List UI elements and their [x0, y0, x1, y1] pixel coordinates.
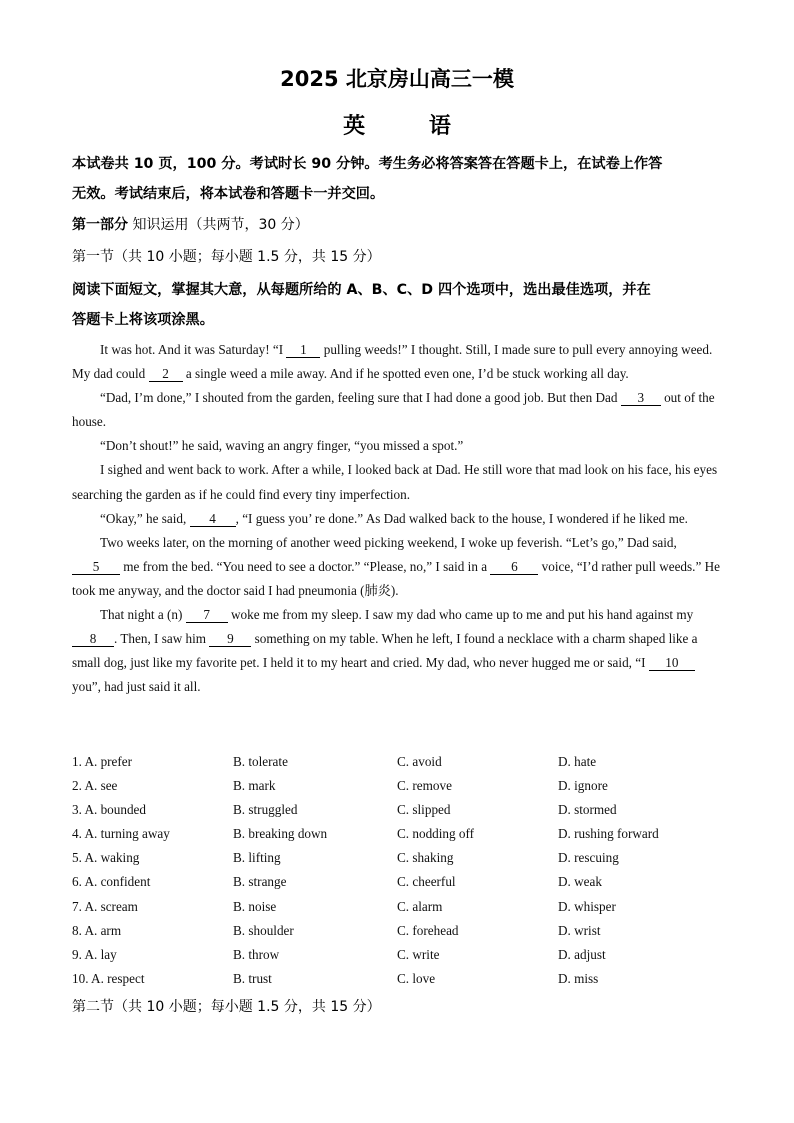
option-d[interactable]: D. rescuing [558, 850, 619, 866]
text-segment: , “I guess you’ re done.” As Dad walked back to the house, I wondered if he liked me. [235, 510, 688, 526]
instructions-line-2: 无效。考试结束后，将本试卷和答题卡一并交回。 [72, 186, 385, 202]
text-segment: Two weeks later, on the morning of another weed picking weekend, I woke up feverish. “Let’s go,” Dad said, [100, 534, 677, 550]
blank-3: 3 [621, 391, 661, 406]
option-row [72, 774, 732, 798]
paragraph-6 [72, 531, 720, 603]
option-row [72, 750, 732, 774]
option-b[interactable]: B. lifting [233, 850, 281, 866]
blank-5: 5 [72, 560, 120, 575]
text-segment: you”, had just said it all. [72, 679, 201, 695]
text-segment: “Okay,” he said, [100, 510, 190, 526]
part1-heading-detail: 知识运用（共两节，30 分） [128, 217, 309, 233]
option-d[interactable]: D. adjust [558, 946, 606, 962]
paragraph-3: “Don’t shout!” he said, waving an angry finger, “you missed a spot.” [100, 438, 464, 454]
text-segment: It was hot. And it was Saturday! “I [100, 342, 287, 357]
blank-1: 1 [286, 343, 320, 358]
blank-6: 6 [490, 560, 538, 575]
option-d[interactable]: D. whisper [558, 898, 616, 914]
option-a[interactable]: 6. A. confident [72, 874, 151, 890]
text-segment: me from the bed. “You need to see a doctor.” “Please, no,” I said in a [120, 558, 491, 574]
option-a[interactable]: 3. A. bounded [72, 802, 146, 818]
option-d[interactable]: D. ignore [558, 778, 608, 794]
option-c[interactable]: C. cheerful [397, 874, 456, 890]
blank-9: 9 [209, 632, 251, 647]
subject-title: 英 语 [343, 114, 479, 139]
option-b[interactable]: B. struggled [233, 802, 298, 818]
option-d[interactable]: D. miss [558, 970, 599, 986]
blank-10: 10 [649, 656, 695, 671]
text-segment: a single weed a mile away. And if he spotted even one, I’d be stuck working all day. [182, 366, 629, 382]
option-a[interactable]: 2. A. see [72, 778, 118, 794]
option-b[interactable]: B. noise [233, 898, 277, 914]
option-a[interactable]: 5. A. waking [72, 850, 140, 866]
option-a[interactable]: 1. A. prefer [72, 754, 133, 769]
option-a[interactable]: 4. A. turning away [72, 826, 170, 842]
option-row [72, 895, 732, 919]
paragraph-2 [72, 386, 720, 434]
option-b[interactable]: B. strange [233, 874, 287, 890]
option-a[interactable]: 10. A. respect [72, 970, 145, 986]
option-row [72, 943, 732, 967]
option-b[interactable]: B. shoulder [233, 922, 294, 938]
text-segment: pulling weeds!” I thought. Still, I made sure to pull every annoying weed. My dad could [72, 342, 713, 382]
option-d[interactable]: D. stormed [558, 802, 617, 818]
paragraph-1 [72, 338, 720, 386]
option-c[interactable]: C. avoid [397, 754, 442, 769]
directions-line-2: 答题卡上将该项涂黑。 [72, 312, 214, 328]
exam-title: 2025 北京房山高三一模 [280, 67, 514, 91]
option-a[interactable]: 9. A. lay [72, 946, 117, 962]
blank-2: 2 [149, 367, 183, 382]
paragraph-7 [72, 603, 720, 699]
option-b[interactable]: B. throw [233, 946, 280, 962]
option-d[interactable]: D. hate [558, 754, 597, 769]
option-b[interactable]: B. mark [233, 778, 276, 794]
section1-heading: 第一节（共 10 小题；每小题 1.5 分，共 15 分） [72, 249, 381, 265]
answer-options [72, 750, 732, 991]
text-segment: voice, “I’d rather pull weeds.” He took me anyway, and the doctor said I had pneumonia (肺炎). [72, 558, 720, 598]
option-a[interactable]: 7. A. scream [72, 898, 138, 914]
option-row [72, 967, 732, 991]
directions-line-1: 阅读下面短文，掌握其大意，从每题所给的 A、B、C、D 四个选项中，选出最佳选项，并在 [72, 282, 651, 298]
option-b[interactable]: B. trust [233, 970, 272, 986]
option-c[interactable]: C. shaking [397, 850, 454, 866]
option-row [72, 870, 732, 894]
text-segment: “Dad, I’m done,” I shouted from the garden, feeling sure that I had done a good job. But then Dad [100, 390, 621, 406]
section1-directions [72, 275, 732, 335]
option-c[interactable]: C. slipped [397, 802, 451, 818]
option-row [72, 846, 732, 870]
option-c[interactable]: C. love [397, 970, 436, 986]
option-c[interactable]: C. alarm [397, 898, 443, 914]
blank-4: 4 [190, 512, 236, 527]
option-row [72, 822, 732, 846]
option-row [72, 919, 732, 943]
part1-heading [72, 213, 309, 237]
text-segment: out of the house. [72, 390, 715, 430]
option-row [72, 798, 732, 822]
paragraph-5 [72, 507, 720, 531]
option-c[interactable]: C. remove [397, 778, 452, 794]
text-segment: woke me from my sleep. I saw my dad who came up to me and put his hand against my [227, 607, 694, 623]
text-segment: That night a (n) [100, 607, 186, 623]
option-c[interactable]: C. nodding off [397, 826, 475, 842]
option-b[interactable]: B. tolerate [233, 754, 288, 769]
option-c[interactable]: C. forehead [397, 922, 459, 938]
section2-heading: 第二节（共 10 小题；每小题 1.5 分，共 15 分） [72, 999, 381, 1015]
paragraph-4: I sighed and went back to work. After a while, I looked back at Dad. He still wore that mad look on his face, his eyes searching the garden as if he could find every tiny imperfection. [72, 462, 718, 502]
option-a[interactable]: 8. A. arm [72, 922, 122, 938]
exam-instructions [72, 149, 732, 209]
option-c[interactable]: C. write [397, 946, 440, 962]
text-segment: something on my table. When he left, I found a necklace with a charm shaped like a small dog, just like my favorite pet. I held it to my heart and cried. My dad, who never hugged me or said, “I [72, 631, 698, 671]
text-segment: . Then, I saw him [114, 631, 210, 647]
option-d[interactable]: D. rushing forward [558, 826, 659, 842]
part1-label: 第一部分 [72, 217, 128, 233]
option-b[interactable]: B. breaking down [233, 826, 328, 842]
cloze-passage [72, 338, 720, 699]
instructions-line-1: 本试卷共 10 页，100 分。考试时长 90 分钟。考生务必将答案答在答题卡上，在试卷上作答 [72, 156, 663, 172]
option-d[interactable]: D. weak [558, 874, 602, 890]
option-d[interactable]: D. wrist [558, 922, 601, 938]
blank-7: 7 [186, 608, 228, 623]
blank-8: 8 [72, 632, 114, 647]
